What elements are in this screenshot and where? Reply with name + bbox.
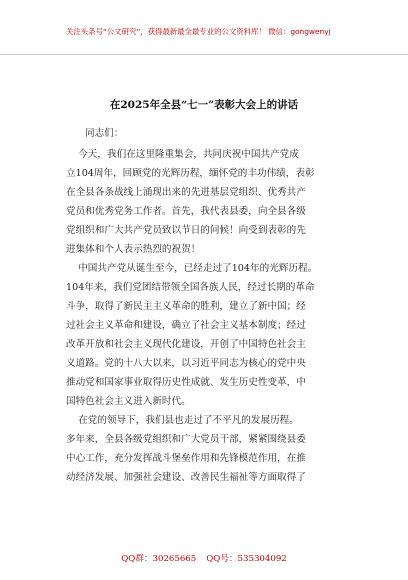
body-line: 104年来，我们党团结带领全国各族人民，经过长期的革命: [66, 282, 315, 293]
body-line: 多年来，全县各级党组织和广大党员干部，紧紧围绕县委: [66, 434, 306, 445]
body-line: 斗争，取得了新民主主义革命的胜利，建立了新中国；经: [66, 301, 306, 312]
body-line: 中心工作，充分发挥战斗堡垒作用和先锋模范作用，在推: [66, 453, 306, 464]
body-line: 党组织和广大共产党员致以节日的问候！向受到表彰的先: [66, 225, 306, 236]
body-line: 改革开放和社会主义现代化建设，开创了中国特色社会主: [66, 339, 306, 350]
body-line: 义道路。党的十八大以来，以习近平同志为核心的党中央: [66, 358, 306, 369]
body-lines: [66, 145, 352, 487]
body-line: 国特色社会主义进入新时代。: [66, 396, 191, 407]
qq-group-text: QQ群：30265665: [121, 554, 197, 564]
body-line: 进集体和个人表示热烈的祝贺！: [66, 244, 201, 255]
header-notice: 关注头条号“公文研究”，获得最新最全最专业的公文资料库！ 微信：gongwenyj: [66, 27, 331, 36]
body-line: 在全县各条战线上涌现出来的先进基层党组织、优秀共产: [66, 187, 306, 198]
qq-number-text: QQ号：535304092: [206, 554, 287, 564]
body-line: 今天，我们在这里隆重集会，共同庆祝中国共产党成: [66, 149, 299, 160]
salutation: 同志们：: [85, 128, 124, 139]
body-line: 党员和优秀党务工作者。首先，我代表县委，向全县各级: [66, 206, 306, 217]
body-line: 动经济发展、加强社会建设、改善民生福祉等方面取得了: [66, 472, 306, 483]
document-body: [66, 124, 352, 487]
body-line: 推动党和国家事业取得历史性成就、发生历史性变革，中: [66, 377, 306, 388]
body-line: 过社会主义革命和建设，确立了社会主义基本制度；经过: [66, 320, 306, 331]
body-line: 中国共产党从诞生至今，已经走过了104年的光辉历程。: [66, 263, 318, 274]
body-line: 在党的领导下，我们县也走过了不平凡的发展历程。: [66, 415, 299, 426]
document-title: 在2025年全县“七一”表彰大会上的讲话: [109, 99, 299, 111]
page-footer: [0, 552, 408, 564]
body-line: 立104周年，回顾党的光辉历程，缅怀党的丰功伟绩，表彰: [66, 168, 315, 179]
page-header: [0, 0, 408, 55]
